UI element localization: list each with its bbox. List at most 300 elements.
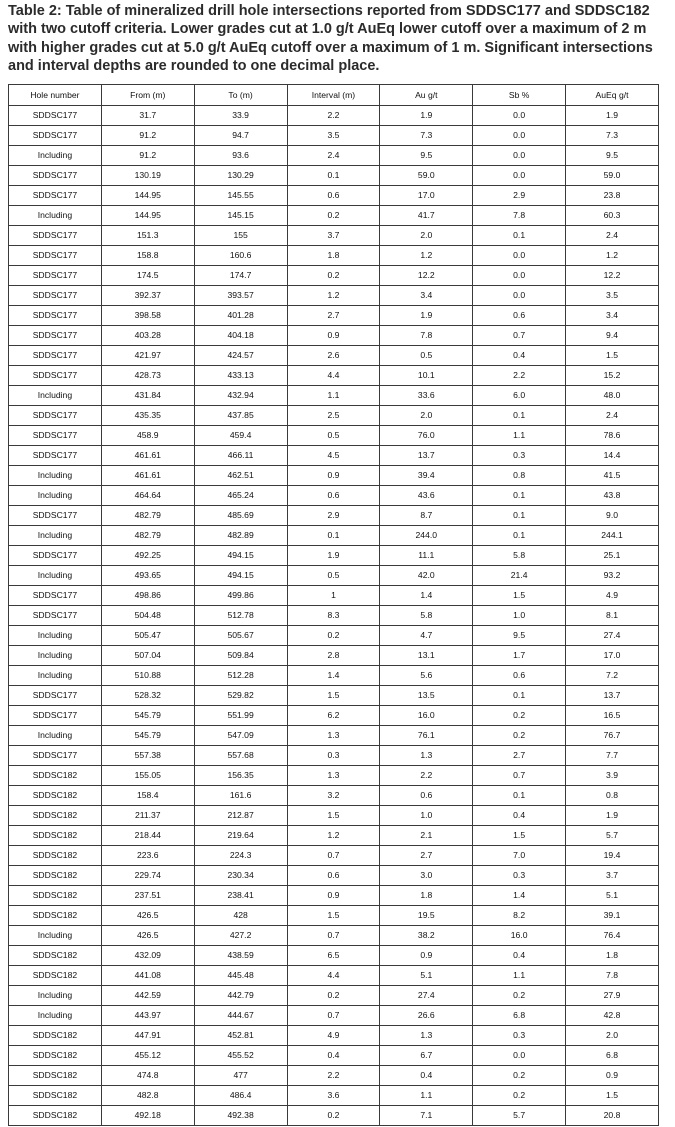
aueq-cell: 5.7 xyxy=(566,826,659,846)
table-row xyxy=(9,166,659,186)
au-cell: 19.5 xyxy=(380,906,473,926)
aueq-cell: 25.1 xyxy=(566,546,659,566)
from-cell: 545.79 xyxy=(101,726,194,746)
table-row xyxy=(9,526,659,546)
au-cell: 26.6 xyxy=(380,1006,473,1026)
to-cell: 455.52 xyxy=(194,1046,287,1066)
from-cell: 441.08 xyxy=(101,966,194,986)
to-cell: 238.41 xyxy=(194,886,287,906)
interval-cell: 6.2 xyxy=(287,706,380,726)
au-cell: 1.9 xyxy=(380,306,473,326)
au-cell: 1.0 xyxy=(380,806,473,826)
to-cell: 160.6 xyxy=(194,246,287,266)
interval-cell: 1.5 xyxy=(287,686,380,706)
aueq-cell: 5.1 xyxy=(566,886,659,906)
from-cell: 482.79 xyxy=(101,506,194,526)
aueq-cell: 12.2 xyxy=(566,266,659,286)
hole-number-cell: SDDSC182 xyxy=(9,866,102,886)
interval-cell: 1.8 xyxy=(287,246,380,266)
to-cell: 94.7 xyxy=(194,126,287,146)
au-cell: 59.0 xyxy=(380,166,473,186)
to-cell: 156.35 xyxy=(194,766,287,786)
to-cell: 93.6 xyxy=(194,146,287,166)
from-cell: 223.6 xyxy=(101,846,194,866)
au-cell: 10.1 xyxy=(380,366,473,386)
from-cell: 474.8 xyxy=(101,1066,194,1086)
au-cell: 5.1 xyxy=(380,966,473,986)
sb-cell: 9.5 xyxy=(473,626,566,646)
to-cell: 551.99 xyxy=(194,706,287,726)
au-cell: 1.3 xyxy=(380,1026,473,1046)
interval-cell: 4.4 xyxy=(287,966,380,986)
from-cell: 482.8 xyxy=(101,1086,194,1106)
sb-cell: 0.1 xyxy=(473,486,566,506)
sb-cell: 0.2 xyxy=(473,1066,566,1086)
aueq-cell: 76.4 xyxy=(566,926,659,946)
sb-cell: 2.9 xyxy=(473,186,566,206)
au-cell: 244.0 xyxy=(380,526,473,546)
aueq-cell: 2.4 xyxy=(566,406,659,426)
to-cell: 477 xyxy=(194,1066,287,1086)
hole-number-cell: Including xyxy=(9,986,102,1006)
from-cell: 510.88 xyxy=(101,666,194,686)
from-cell: 461.61 xyxy=(101,466,194,486)
aueq-cell: 4.9 xyxy=(566,586,659,606)
table-row xyxy=(9,946,659,966)
aueq-cell: 59.0 xyxy=(566,166,659,186)
table-row xyxy=(9,226,659,246)
sb-cell: 1.7 xyxy=(473,646,566,666)
table-row xyxy=(9,446,659,466)
from-cell: 421.97 xyxy=(101,346,194,366)
from-cell: 158.4 xyxy=(101,786,194,806)
table-row xyxy=(9,266,659,286)
table-header-row xyxy=(9,85,659,106)
aueq-cell: 23.8 xyxy=(566,186,659,206)
hole-number-header: Hole number xyxy=(9,85,102,106)
sb-cell: 0.3 xyxy=(473,1026,566,1046)
aueq-cell: 39.1 xyxy=(566,906,659,926)
hole-number-cell: SDDSC182 xyxy=(9,1066,102,1086)
aueq-cell: 76.7 xyxy=(566,726,659,746)
au-cell: 4.7 xyxy=(380,626,473,646)
au-cell: 0.9 xyxy=(380,946,473,966)
au-cell: 7.1 xyxy=(380,1106,473,1126)
from-header: From (m) xyxy=(101,85,194,106)
from-cell: 432.09 xyxy=(101,946,194,966)
interval-cell: 2.9 xyxy=(287,506,380,526)
interval-cell: 0.9 xyxy=(287,326,380,346)
sb-cell: 0.0 xyxy=(473,246,566,266)
interval-cell: 0.1 xyxy=(287,166,380,186)
table-row xyxy=(9,826,659,846)
sb-cell: 0.0 xyxy=(473,266,566,286)
interval-cell: 0.5 xyxy=(287,426,380,446)
hole-number-cell: SDDSC177 xyxy=(9,406,102,426)
sb-cell: 5.8 xyxy=(473,546,566,566)
interval-cell: 0.6 xyxy=(287,186,380,206)
to-cell: 161.6 xyxy=(194,786,287,806)
to-cell: 466.11 xyxy=(194,446,287,466)
to-cell: 499.86 xyxy=(194,586,287,606)
hole-number-cell: Including xyxy=(9,526,102,546)
hole-number-cell: SDDSC177 xyxy=(9,246,102,266)
interval-cell: 0.4 xyxy=(287,1046,380,1066)
interval-cell: 1.2 xyxy=(287,286,380,306)
to-cell: 494.15 xyxy=(194,546,287,566)
interval-cell: 0.5 xyxy=(287,566,380,586)
from-cell: 493.65 xyxy=(101,566,194,586)
aueq-cell: 13.7 xyxy=(566,686,659,706)
table-row xyxy=(9,1066,659,1086)
hole-number-cell: SDDSC177 xyxy=(9,286,102,306)
interval-cell: 1.2 xyxy=(287,826,380,846)
aueq-cell: 8.1 xyxy=(566,606,659,626)
sb-cell: 0.3 xyxy=(473,446,566,466)
au-header: Au g/t xyxy=(380,85,473,106)
sb-cell: 0.0 xyxy=(473,126,566,146)
table-row xyxy=(9,806,659,826)
table-row xyxy=(9,186,659,206)
aueq-cell: 43.8 xyxy=(566,486,659,506)
interval-cell: 4.4 xyxy=(287,366,380,386)
hole-number-cell: SDDSC177 xyxy=(9,426,102,446)
from-cell: 151.3 xyxy=(101,226,194,246)
from-cell: 174.5 xyxy=(101,266,194,286)
to-cell: 155 xyxy=(194,226,287,246)
sb-cell: 0.0 xyxy=(473,146,566,166)
table-row xyxy=(9,566,659,586)
drill-intersections-table xyxy=(8,84,659,1126)
aueq-cell: 17.0 xyxy=(566,646,659,666)
sb-cell: 21.4 xyxy=(473,566,566,586)
au-cell: 13.5 xyxy=(380,686,473,706)
aueq-cell: 1.2 xyxy=(566,246,659,266)
interval-cell: 4.5 xyxy=(287,446,380,466)
au-cell: 6.7 xyxy=(380,1046,473,1066)
sb-cell: 7.0 xyxy=(473,846,566,866)
hole-number-cell: Including xyxy=(9,726,102,746)
interval-cell: 2.2 xyxy=(287,1066,380,1086)
aueq-cell: 1.9 xyxy=(566,106,659,126)
to-cell: 482.89 xyxy=(194,526,287,546)
sb-cell: 8.2 xyxy=(473,906,566,926)
interval-cell: 0.3 xyxy=(287,746,380,766)
interval-cell: 0.2 xyxy=(287,626,380,646)
interval-cell: 8.3 xyxy=(287,606,380,626)
table-row xyxy=(9,346,659,366)
to-header: To (m) xyxy=(194,85,287,106)
aueq-cell: 2.4 xyxy=(566,226,659,246)
to-cell: 529.82 xyxy=(194,686,287,706)
sb-cell: 0.4 xyxy=(473,806,566,826)
aueq-cell: 42.8 xyxy=(566,1006,659,1026)
hole-number-cell: SDDSC182 xyxy=(9,806,102,826)
to-cell: 393.57 xyxy=(194,286,287,306)
to-cell: 437.85 xyxy=(194,406,287,426)
to-cell: 230.34 xyxy=(194,866,287,886)
from-cell: 91.2 xyxy=(101,146,194,166)
table-row xyxy=(9,706,659,726)
aueq-cell: 9.0 xyxy=(566,506,659,526)
au-cell: 3.0 xyxy=(380,866,473,886)
to-cell: 212.87 xyxy=(194,806,287,826)
au-cell: 33.6 xyxy=(380,386,473,406)
aueq-cell: 19.4 xyxy=(566,846,659,866)
hole-number-cell: SDDSC177 xyxy=(9,446,102,466)
interval-cell: 0.2 xyxy=(287,266,380,286)
hole-number-cell: SDDSC177 xyxy=(9,166,102,186)
table-row xyxy=(9,506,659,526)
to-cell: 486.4 xyxy=(194,1086,287,1106)
aueq-cell: 1.5 xyxy=(566,346,659,366)
from-cell: 403.28 xyxy=(101,326,194,346)
interval-cell: 0.2 xyxy=(287,1106,380,1126)
aueq-cell: 1.8 xyxy=(566,946,659,966)
to-cell: 401.28 xyxy=(194,306,287,326)
aueq-cell: 20.8 xyxy=(566,1106,659,1126)
hole-number-cell: Including xyxy=(9,926,102,946)
from-cell: 392.37 xyxy=(101,286,194,306)
au-cell: 76.0 xyxy=(380,426,473,446)
au-cell: 27.4 xyxy=(380,986,473,1006)
interval-cell: 6.5 xyxy=(287,946,380,966)
sb-cell: 1.1 xyxy=(473,426,566,446)
hole-number-cell: SDDSC182 xyxy=(9,846,102,866)
from-cell: 218.44 xyxy=(101,826,194,846)
to-cell: 427.2 xyxy=(194,926,287,946)
from-cell: 492.25 xyxy=(101,546,194,566)
sb-cell: 0.3 xyxy=(473,866,566,886)
hole-number-cell: SDDSC182 xyxy=(9,786,102,806)
au-cell: 0.5 xyxy=(380,346,473,366)
au-cell: 43.6 xyxy=(380,486,473,506)
hole-number-cell: SDDSC177 xyxy=(9,686,102,706)
sb-cell: 1.1 xyxy=(473,966,566,986)
from-cell: 482.79 xyxy=(101,526,194,546)
hole-number-cell: SDDSC177 xyxy=(9,746,102,766)
hole-number-cell: SDDSC177 xyxy=(9,266,102,286)
interval-cell: 2.4 xyxy=(287,146,380,166)
to-cell: 433.13 xyxy=(194,366,287,386)
interval-cell: 0.9 xyxy=(287,466,380,486)
sb-cell: 1.0 xyxy=(473,606,566,626)
table-row xyxy=(9,126,659,146)
table-row xyxy=(9,766,659,786)
table-row xyxy=(9,286,659,306)
table-row xyxy=(9,1006,659,1026)
sb-cell: 0.7 xyxy=(473,326,566,346)
sb-cell: 2.2 xyxy=(473,366,566,386)
hole-number-cell: SDDSC177 xyxy=(9,126,102,146)
hole-number-cell: SDDSC177 xyxy=(9,506,102,526)
interval-cell: 0.2 xyxy=(287,206,380,226)
to-cell: 404.18 xyxy=(194,326,287,346)
table-caption: Table 2: Table of mineralized drill hole intersections reported from SDDSC177 and SDDSC182 with two cutoff criteria. Lower grades cut at 1.0 g/t AuEq lower cutoff over a maximum of 2 m with higher grades cut at 5.0 g/t AuEq cutoff over a maximum of 1 m. Significant intersections and interval depths are rounded to one decimal place. xyxy=(8,3,653,74)
sb-cell: 6.8 xyxy=(473,1006,566,1026)
from-cell: 505.47 xyxy=(101,626,194,646)
interval-cell: 3.6 xyxy=(287,1086,380,1106)
au-cell: 42.0 xyxy=(380,566,473,586)
table-row xyxy=(9,1086,659,1106)
aueq-cell: 0.8 xyxy=(566,786,659,806)
from-cell: 426.5 xyxy=(101,906,194,926)
sb-cell: 0.0 xyxy=(473,106,566,126)
from-cell: 237.51 xyxy=(101,886,194,906)
au-cell: 2.0 xyxy=(380,406,473,426)
table-row xyxy=(9,206,659,226)
from-cell: 229.74 xyxy=(101,866,194,886)
aueq-cell: 7.3 xyxy=(566,126,659,146)
table-row xyxy=(9,546,659,566)
hole-number-cell: SDDSC182 xyxy=(9,946,102,966)
sb-cell: 0.8 xyxy=(473,466,566,486)
au-cell: 2.1 xyxy=(380,826,473,846)
hole-number-cell: Including xyxy=(9,466,102,486)
table-row xyxy=(9,146,659,166)
to-cell: 428 xyxy=(194,906,287,926)
interval-cell: 3.7 xyxy=(287,226,380,246)
au-cell: 3.4 xyxy=(380,286,473,306)
sb-cell: 0.7 xyxy=(473,766,566,786)
hole-number-cell: Including xyxy=(9,626,102,646)
sb-cell: 0.2 xyxy=(473,1086,566,1106)
table-row xyxy=(9,1106,659,1126)
to-cell: 452.81 xyxy=(194,1026,287,1046)
interval-cell: 0.2 xyxy=(287,986,380,1006)
to-cell: 444.67 xyxy=(194,1006,287,1026)
au-cell: 38.2 xyxy=(380,926,473,946)
table-body xyxy=(9,106,659,1126)
sb-cell: 0.2 xyxy=(473,986,566,1006)
aueq-cell: 78.6 xyxy=(566,426,659,446)
sb-cell: 5.7 xyxy=(473,1106,566,1126)
to-cell: 432.94 xyxy=(194,386,287,406)
sb-cell: 1.5 xyxy=(473,586,566,606)
from-cell: 504.48 xyxy=(101,606,194,626)
sb-cell: 0.6 xyxy=(473,666,566,686)
table-row xyxy=(9,106,659,126)
table-row xyxy=(9,386,659,406)
au-cell: 1.3 xyxy=(380,746,473,766)
table-row xyxy=(9,926,659,946)
to-cell: 459.4 xyxy=(194,426,287,446)
hole-number-cell: SDDSC182 xyxy=(9,1106,102,1126)
to-cell: 494.15 xyxy=(194,566,287,586)
au-cell: 41.7 xyxy=(380,206,473,226)
interval-cell: 0.7 xyxy=(287,1006,380,1026)
sb-cell: 0.1 xyxy=(473,526,566,546)
au-cell: 2.7 xyxy=(380,846,473,866)
aueq-cell: 27.4 xyxy=(566,626,659,646)
aueq-cell: 7.8 xyxy=(566,966,659,986)
from-cell: 461.61 xyxy=(101,446,194,466)
interval-header: Interval (m) xyxy=(287,85,380,106)
aueq-cell: 9.5 xyxy=(566,146,659,166)
au-cell: 9.5 xyxy=(380,146,473,166)
sb-cell: 0.1 xyxy=(473,686,566,706)
from-cell: 398.58 xyxy=(101,306,194,326)
interval-cell: 2.7 xyxy=(287,306,380,326)
hole-number-cell: Including xyxy=(9,146,102,166)
to-cell: 130.29 xyxy=(194,166,287,186)
hole-number-cell: Including xyxy=(9,1006,102,1026)
aueq-cell: 1.9 xyxy=(566,806,659,826)
aueq-cell: 16.5 xyxy=(566,706,659,726)
au-cell: 1.1 xyxy=(380,1086,473,1106)
interval-cell: 0.7 xyxy=(287,846,380,866)
hole-number-cell: Including xyxy=(9,206,102,226)
from-cell: 158.8 xyxy=(101,246,194,266)
table-row xyxy=(9,866,659,886)
from-cell: 458.9 xyxy=(101,426,194,446)
hole-number-cell: SDDSC182 xyxy=(9,966,102,986)
to-cell: 509.84 xyxy=(194,646,287,666)
from-cell: 211.37 xyxy=(101,806,194,826)
hole-number-cell: Including xyxy=(9,666,102,686)
au-cell: 7.8 xyxy=(380,326,473,346)
table-row xyxy=(9,906,659,926)
from-cell: 144.95 xyxy=(101,206,194,226)
aueq-cell: 7.2 xyxy=(566,666,659,686)
au-cell: 16.0 xyxy=(380,706,473,726)
from-cell: 507.04 xyxy=(101,646,194,666)
from-cell: 545.79 xyxy=(101,706,194,726)
hole-number-cell: SDDSC177 xyxy=(9,326,102,346)
sb-cell: 0.1 xyxy=(473,406,566,426)
interval-cell: 1.4 xyxy=(287,666,380,686)
to-cell: 145.15 xyxy=(194,206,287,226)
aueq-header: AuEq g/t xyxy=(566,85,659,106)
sb-cell: 0.4 xyxy=(473,946,566,966)
au-cell: 1.2 xyxy=(380,246,473,266)
au-cell: 8.7 xyxy=(380,506,473,526)
aueq-cell: 7.7 xyxy=(566,746,659,766)
from-cell: 557.38 xyxy=(101,746,194,766)
aueq-cell: 48.0 xyxy=(566,386,659,406)
interval-cell: 1.5 xyxy=(287,806,380,826)
aueq-cell: 3.5 xyxy=(566,286,659,306)
aueq-cell: 15.2 xyxy=(566,366,659,386)
interval-cell: 1.9 xyxy=(287,546,380,566)
to-cell: 547.09 xyxy=(194,726,287,746)
au-cell: 1.4 xyxy=(380,586,473,606)
aueq-cell: 60.3 xyxy=(566,206,659,226)
hole-number-cell: SDDSC182 xyxy=(9,1026,102,1046)
from-cell: 455.12 xyxy=(101,1046,194,1066)
sb-cell: 0.0 xyxy=(473,166,566,186)
from-cell: 144.95 xyxy=(101,186,194,206)
table-row xyxy=(9,246,659,266)
au-cell: 5.8 xyxy=(380,606,473,626)
au-cell: 2.0 xyxy=(380,226,473,246)
aueq-cell: 9.4 xyxy=(566,326,659,346)
table-row xyxy=(9,686,659,706)
to-cell: 442.79 xyxy=(194,986,287,1006)
to-cell: 145.55 xyxy=(194,186,287,206)
aueq-cell: 27.9 xyxy=(566,986,659,1006)
sb-cell: 6.0 xyxy=(473,386,566,406)
table-row xyxy=(9,486,659,506)
from-cell: 435.35 xyxy=(101,406,194,426)
au-cell: 0.4 xyxy=(380,1066,473,1086)
to-cell: 465.24 xyxy=(194,486,287,506)
from-cell: 428.73 xyxy=(101,366,194,386)
sb-cell: 1.4 xyxy=(473,886,566,906)
table-row xyxy=(9,466,659,486)
interval-cell: 0.9 xyxy=(287,886,380,906)
to-cell: 512.78 xyxy=(194,606,287,626)
